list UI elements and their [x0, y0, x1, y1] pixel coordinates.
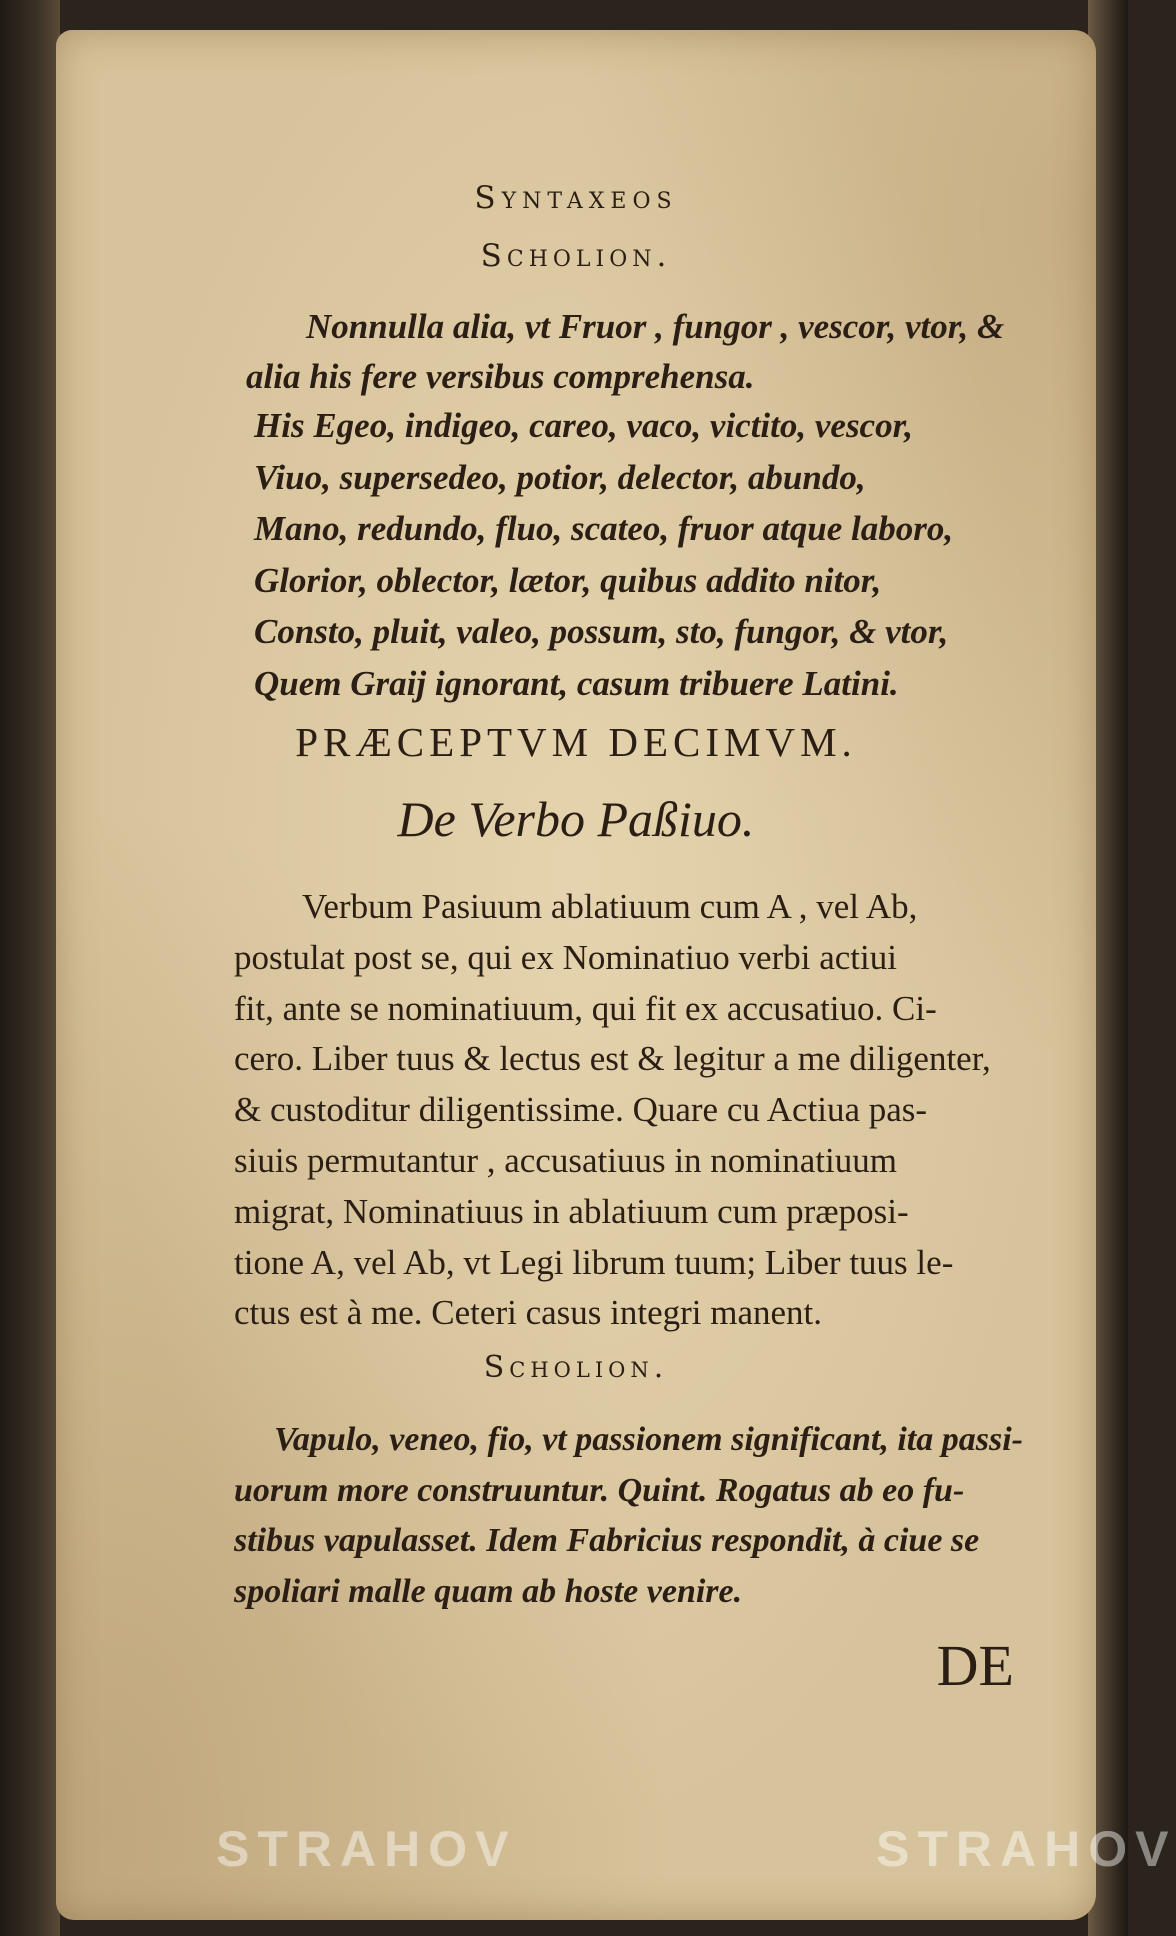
- body-line: Verbum Pasiuum ablatiuum cum A , vel Ab,: [302, 887, 918, 926]
- body-line: postulat post se, qui ex Nominatiuo verbi actiui: [234, 937, 897, 977]
- body-line: tione A, vel Ab, vt Legi librum tuum; Liber tuus le-: [234, 1242, 954, 1282]
- verse-line: Glorior, oblector, lætor, quibus addito nitor,: [254, 560, 882, 600]
- scholion-heading: Scholion.: [480, 238, 672, 274]
- catchword: DE: [936, 1633, 1014, 1698]
- running-title: Syntaxeos: [474, 180, 678, 216]
- verse-block: [254, 400, 1154, 709]
- watermark-right: STRAHOV: [876, 1821, 1176, 1877]
- body-line: ctus est à me. Ceteri casus integri manent.: [234, 1293, 823, 1333]
- scholion-line: stibus vapulasset. Idem Fabricius respondit, à ciue se: [234, 1522, 980, 1559]
- scholion-text: [246, 302, 1146, 402]
- verse-line: Viuo, supersedeo, potior, delector, abundo,: [254, 457, 866, 497]
- body-line: migrat, Nominatiuus in ablatiuum cum præposi-: [234, 1191, 909, 1231]
- verse-line: Quem Graij ignorant, casum tribuere Latini.: [254, 663, 899, 703]
- verse-line: Consto, pluit, valeo, possum, sto, fungor, & vtor,: [254, 612, 949, 651]
- body-line: & custoditur diligentissime. Quare cu Actiua pas-: [234, 1090, 928, 1130]
- scholion-line: alia his fere versibus comprehensa.: [246, 357, 755, 396]
- scholion-line: Vapulo, veneo, fio, vt passionem significant, ita passi-: [274, 1421, 1023, 1458]
- scholion-line: Nonnulla alia, vt Fruor , fungor , vescor, vtor, &: [306, 307, 1005, 346]
- verse-line: Mano, redundo, fluo, scateo, fruor atque laboro,: [254, 509, 954, 548]
- scholion-line: uorum more construuntur. Quint. Rogatus ab eo fu-: [234, 1471, 965, 1509]
- book-gutter-left: [0, 0, 60, 1936]
- watermark-left: STRAHOV: [216, 1821, 517, 1877]
- body-line: cero. Liber tuus & lectus est & legitur a me diligenter,: [234, 1039, 991, 1079]
- body-line: fit, ante se nominatiuum, qui fit ex accusatiuo. Ci-: [234, 988, 937, 1028]
- book-page: [56, 30, 1176, 1920]
- scholion-text-2: [234, 1415, 1134, 1617]
- body-paragraph: [234, 882, 1134, 1339]
- verse-line: His Egeo, indigeo, careo, vaco, victito, vescor,: [254, 406, 914, 445]
- section-title: PRÆCEPTVM DECIMVM.: [295, 719, 857, 765]
- body-line: siuis permutantur , accusatiuus in nominatiuum: [234, 1140, 897, 1180]
- scholion-heading-2: Scholion.: [483, 1350, 669, 1385]
- scholion-line: spoliari malle quam ab hoste venire.: [234, 1572, 743, 1610]
- section-subtitle: De Verbo Paßiuo.: [397, 791, 755, 847]
